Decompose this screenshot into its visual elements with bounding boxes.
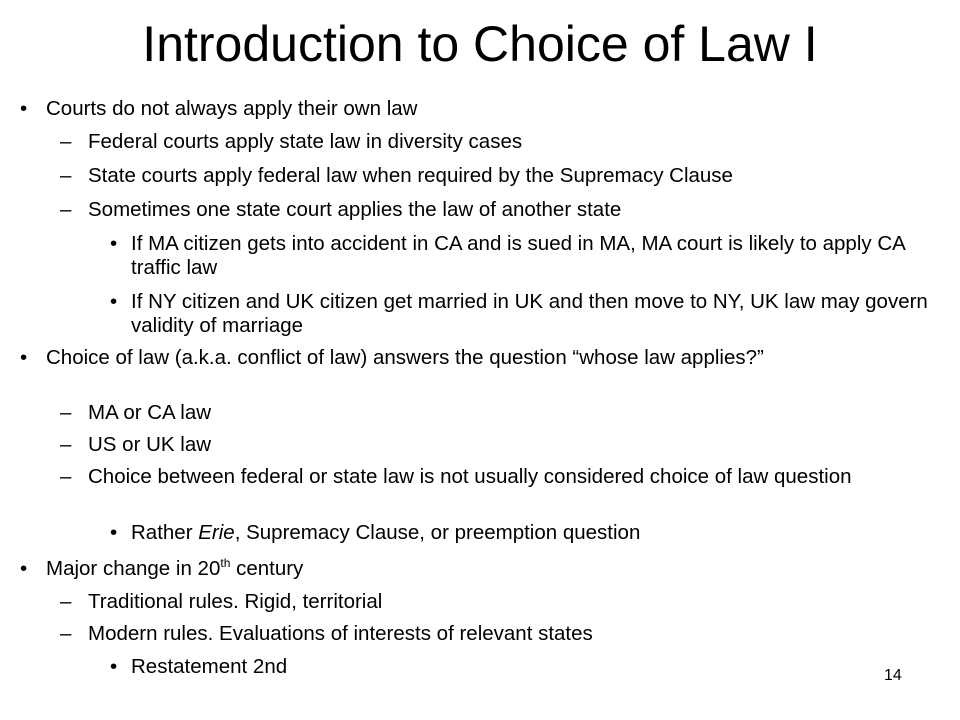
bullet-text: MA or CA law [88, 401, 212, 424]
bullet-text [46, 557, 930, 581]
italic-case-name: Erie [198, 521, 235, 544]
bullet-text: If NY citizen and UK citizen get married in UK and then move to NY, UK law may govern validity of marriage [131, 290, 928, 337]
bullet-text: Restatement 2nd [131, 655, 288, 678]
bullet-item-choice-of-law [20, 346, 930, 370]
text-after: , Supremacy Clause, or preemption question [234, 521, 641, 544]
dash-marker: – [60, 164, 72, 187]
bullet-text: Modern rules. Evaluations of interests of relevant states [88, 622, 593, 645]
bullet-item-courts-own-law [20, 97, 930, 121]
dash-marker: – [60, 590, 72, 613]
sub-bullet-federal-courts [60, 130, 940, 154]
bullet-marker: • [110, 521, 118, 544]
dash-marker: – [60, 622, 72, 645]
text-after: century [230, 557, 304, 580]
bullet-text: US or UK law [88, 433, 212, 456]
bullet-text: If MA citizen gets into accident in CA and is sued in MA, MA court is likely to apply CA traffic law [131, 232, 905, 279]
bullet-text [131, 521, 940, 545]
text-before: Rather [131, 521, 199, 544]
example-ny-uk-marriage [110, 290, 940, 338]
example-ma-ca-accident [110, 232, 940, 280]
slide-title: Introduction to Choice of Law I [142, 16, 818, 72]
bullet-text: Sometimes one state court applies the law of another state [88, 198, 622, 221]
bullet-text: Courts do not always apply their own law [46, 97, 418, 120]
dash-marker: – [60, 401, 72, 424]
sub-bullet-state-courts [60, 164, 940, 188]
bullet-text: Federal courts apply state law in diversity cases [88, 130, 523, 153]
bullet-marker: • [110, 290, 118, 313]
bullet-item-major-change [20, 557, 930, 581]
sub-bullet-another-state [60, 198, 940, 222]
sub-bullet-ma-ca [60, 401, 940, 425]
bullet-marker: • [110, 232, 118, 255]
page-number: 14 [884, 667, 902, 684]
example-restatement [110, 655, 940, 679]
bullet-marker: • [20, 557, 28, 580]
bullet-text: State courts apply federal law when required by the Supremacy Clause [88, 164, 733, 187]
bullet-text: Traditional rules. Rigid, territorial [88, 590, 383, 613]
dash-marker: – [60, 465, 72, 488]
dash-marker: – [60, 130, 72, 153]
sub-bullet-federal-vs-state [60, 465, 940, 489]
dash-marker: – [60, 198, 72, 221]
dash-marker: – [60, 433, 72, 456]
text-before: Major change in 20 [46, 557, 221, 580]
bullet-marker: • [20, 97, 28, 120]
bullet-text: Choice of law (a.k.a. conflict of law) answers the question “whose law applies?” [46, 346, 764, 369]
bullet-marker: • [110, 655, 118, 678]
sub-bullet-modern-rules [60, 622, 940, 646]
example-erie [110, 521, 940, 545]
bullet-marker: • [20, 346, 28, 369]
superscript: th [220, 556, 231, 571]
sub-bullet-traditional-rules [60, 590, 940, 614]
sub-bullet-us-uk [60, 433, 940, 457]
bullet-text: Choice between federal or state law is not usually considered choice of law question [88, 465, 852, 488]
